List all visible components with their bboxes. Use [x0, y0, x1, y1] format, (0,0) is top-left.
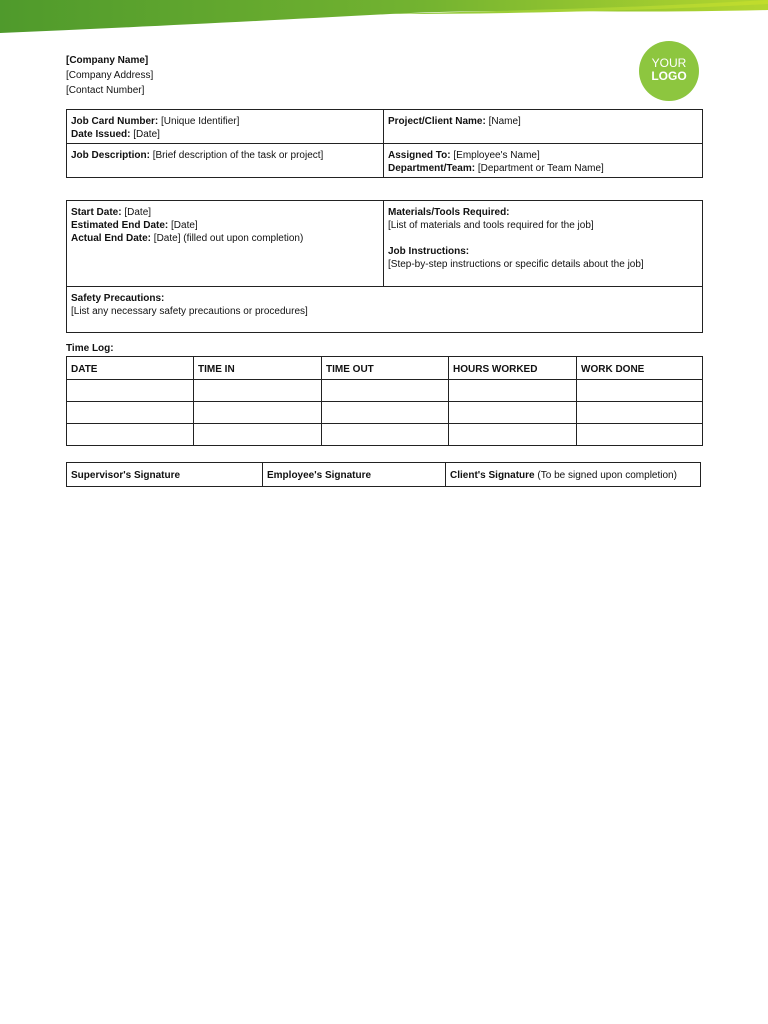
logo-placeholder [639, 41, 699, 101]
job-description-label: Job Description: [71, 150, 150, 161]
materials-value: [List of materials and tools required for the job] [388, 220, 594, 231]
time-log-cell[interactable] [194, 380, 322, 402]
start-date-value: [Date] [124, 207, 152, 218]
project-client-cell[interactable] [384, 110, 703, 144]
time-log-cell[interactable] [67, 380, 194, 402]
time-log-cell[interactable] [449, 402, 577, 424]
company-contact: [Contact Number] [66, 85, 145, 96]
time-log-cell[interactable] [449, 380, 577, 402]
time-log-header: TIME OUT [322, 357, 449, 380]
estimated-end-value: [Date] [171, 220, 198, 231]
assigned-to-value: [Employee's Name] [453, 150, 540, 161]
job-info-table [66, 109, 703, 178]
employee-signature-label: Employee's Signature [267, 470, 372, 481]
time-log-cell[interactable] [67, 402, 194, 424]
company-info [66, 53, 153, 98]
estimated-end-label: Estimated End Date: [71, 220, 169, 231]
time-log-header: DATE [67, 357, 194, 380]
time-log-table [66, 356, 703, 446]
department-value: [Department or Team Name] [477, 163, 604, 174]
actual-end-value: [Date] (filled out upon completion) [153, 233, 304, 244]
client-signature-cell[interactable] [446, 463, 701, 487]
table-row [67, 424, 703, 446]
job-card-cell[interactable] [67, 110, 384, 144]
safety-cell[interactable] [67, 287, 703, 333]
client-signature-label: Client's Signature [450, 470, 535, 481]
department-label: Department/Team: [388, 163, 476, 174]
time-log-cell[interactable] [67, 424, 194, 446]
logo-line-2: LOGO [651, 69, 687, 83]
assignment-cell[interactable] [384, 144, 703, 178]
actual-end-label: Actual End Date: [71, 233, 152, 244]
time-log-cell[interactable] [449, 424, 577, 446]
materials-label: Materials/Tools Required: [388, 207, 510, 218]
time-log-header: WORK DONE [577, 357, 703, 380]
employee-signature-cell[interactable] [263, 463, 446, 487]
job-description-cell[interactable] [67, 144, 384, 178]
instructions-label: Job Instructions: [388, 246, 470, 257]
time-log-cell[interactable] [322, 424, 449, 446]
start-date-label: Start Date: [71, 207, 122, 218]
supervisor-signature-label: Supervisor's Signature [71, 470, 181, 481]
time-log-cell[interactable] [577, 402, 703, 424]
safety-value: [List any necessary safety precautions or procedures] [71, 306, 308, 317]
logo-line-1: YOUR [651, 56, 687, 70]
dates-cell[interactable] [67, 201, 384, 287]
time-log-cell[interactable] [194, 424, 322, 446]
time-log-cell[interactable] [322, 380, 449, 402]
time-log-cell[interactable] [577, 424, 703, 446]
time-log-cell[interactable] [194, 402, 322, 424]
table-row [67, 402, 703, 424]
company-name: [Company Name] [66, 55, 149, 66]
job-card-number-label: Job Card Number: [71, 116, 159, 127]
time-log-header: HOURS WORKED [449, 357, 577, 380]
table-row [67, 380, 703, 402]
job-description-value: [Brief description of the task or project] [152, 150, 324, 161]
time-log-cell[interactable] [322, 402, 449, 424]
time-log-header: TIME IN [194, 357, 322, 380]
header-banner [0, 0, 768, 40]
company-address: [Company Address] [66, 70, 154, 81]
assigned-to-label: Assigned To: [388, 150, 451, 161]
instructions-value: [Step-by-step instructions or specific details about the job] [388, 259, 644, 270]
job-card-number-value: [Unique Identifier] [161, 116, 240, 127]
materials-instructions-cell[interactable] [384, 201, 703, 287]
safety-label: Safety Precautions: [71, 293, 165, 304]
project-client-value: [Name] [488, 116, 521, 127]
signature-table [66, 462, 701, 487]
date-issued-value: [Date] [133, 129, 160, 140]
client-signature-note: (To be signed upon completion) [537, 470, 677, 481]
time-log-label: Time Log: [66, 343, 114, 354]
supervisor-signature-cell[interactable] [67, 463, 263, 487]
date-issued-label: Date Issued: [71, 129, 131, 140]
time-log-header-row [67, 357, 703, 380]
project-client-label: Project/Client Name: [388, 116, 486, 127]
schedule-table [66, 200, 703, 333]
time-log-cell[interactable] [577, 380, 703, 402]
